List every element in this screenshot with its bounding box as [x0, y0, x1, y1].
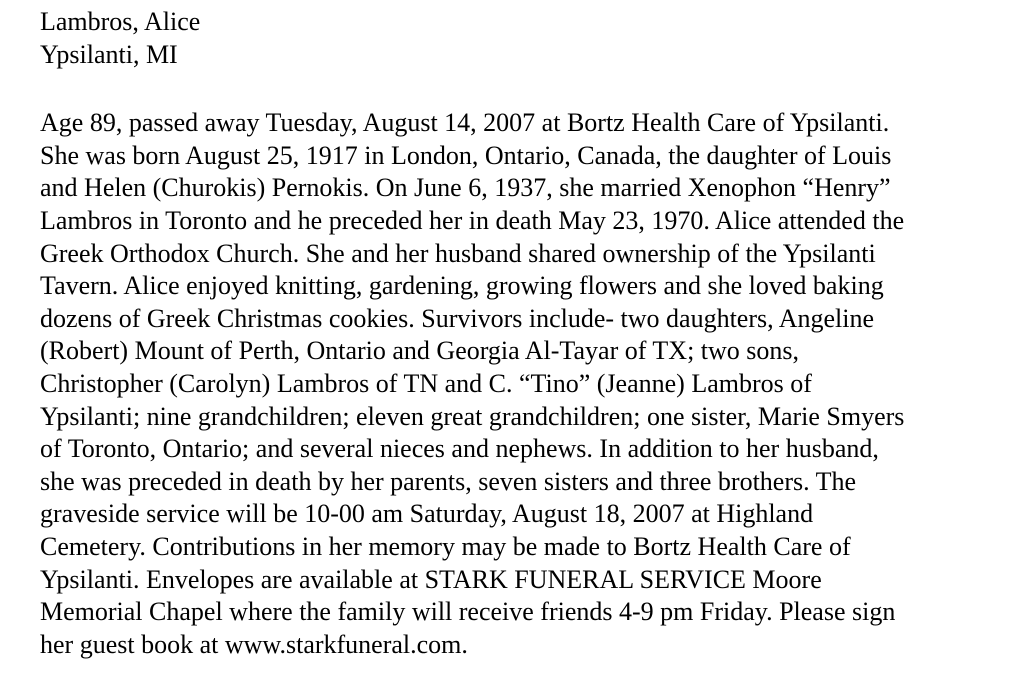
body-line: and Helen (Churokis) Pernokis. On June 6, 1937, she married Xenophon “Henry” [40, 173, 891, 203]
body-line: Age 89, passed away Tuesday, August 14, 2007 at Bortz Health Care of Ypsilanti. [40, 108, 890, 138]
body-line: Greek Orthodox Church. She and her husband shared ownership of the Ypsilanti [40, 238, 876, 268]
body-line: of Toronto, Ontario; and several nieces and nephews. In addition to her husband, [40, 434, 879, 464]
body-line: dozens of Greek Christmas cookies. Survivors include- two daughters, Angeline [40, 303, 874, 333]
body-line: Ypsilanti. Envelopes are available at STARK FUNERAL SERVICE Moore [40, 564, 822, 594]
body-line: Cemetery. Contributions in her memory may be made to Bortz Health Care of [40, 531, 851, 561]
obituary-body [40, 107, 1015, 661]
paragraph-gap [40, 71, 1015, 107]
body-line: Lambros in Toronto and he preceded her in death May 23, 1970. Alice attended the [40, 205, 905, 235]
body-line: Memorial Chapel where the family will receive friends 4-9 pm Friday. Please sign [40, 597, 896, 627]
body-line: Christopher (Carolyn) Lambros of TN and C. “Tino” (Jeanne) Lambros of [40, 368, 812, 398]
body-line: She was born August 25, 1917 in London, Ontario, Canada, the daughter of Louis [40, 140, 892, 170]
body-line: Ypsilanti; nine grandchildren; eleven great grandchildren; one sister, Marie Smyers [40, 401, 905, 431]
obituary-location: Ypsilanti, MI [40, 39, 178, 69]
obituary-document [40, 6, 1015, 661]
body-line: (Robert) Mount of Perth, Ontario and Georgia Al-Tayar of TX; two sons, [40, 336, 800, 366]
body-line: her guest book at www.starkfuneral.com. [40, 629, 468, 659]
body-line: graveside service will be 10-00 am Saturday, August 18, 2007 at Highland [40, 499, 814, 529]
obituary-name: Lambros, Alice [40, 7, 201, 36]
body-line: Tavern. Alice enjoyed knitting, gardening, growing flowers and she loved baking [40, 271, 884, 301]
body-line: she was preceded in death by her parents, seven sisters and three brothers. The [40, 466, 857, 496]
